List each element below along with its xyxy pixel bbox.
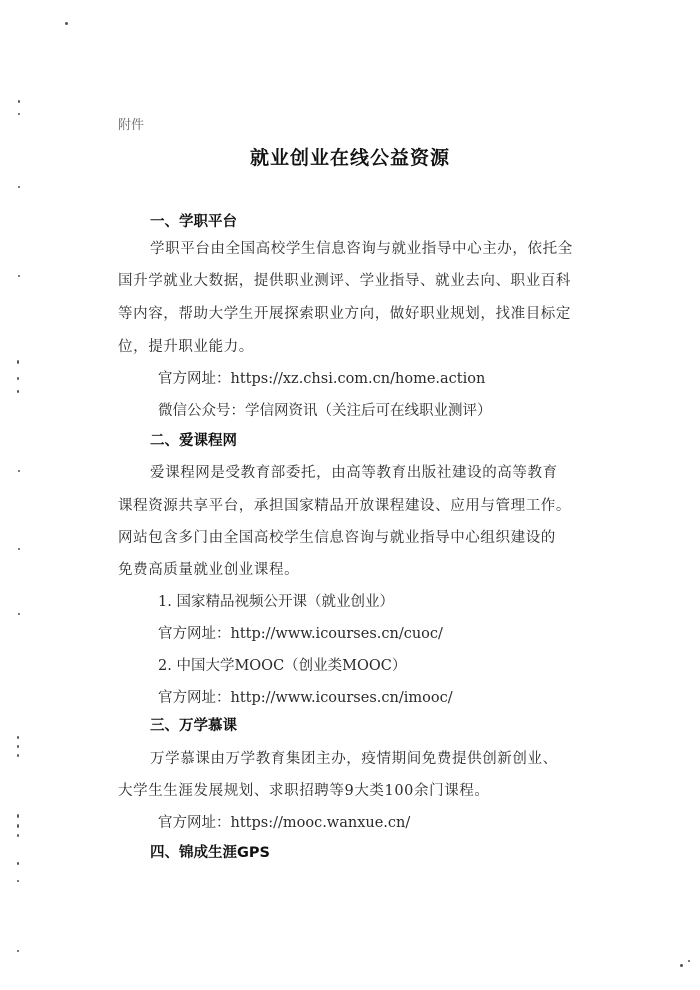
scan-artifact [17,360,19,364]
paragraph-line: 等内容，帮助大学生开展探索职业方向，做好职业规划，找准目标定 [118,306,571,322]
paragraph-line: 万学慕课由万学教育集团主办，疫情期间免费提供创新创业、 [150,751,558,767]
wechat-account: 微信公众号：学信网资讯（关注后可在线职业测评） [158,403,492,419]
attachment-label: 附件 [118,118,145,133]
scan-artifact [18,275,20,277]
website-link[interactable]: 官方网址：http://www.icourses.cn/imooc/ [158,690,453,706]
scan-artifact [688,960,690,962]
scan-artifact [17,814,19,818]
scan-artifact [18,470,20,472]
scan-artifact [17,880,19,882]
website-link[interactable]: 官方网址：https://xz.chsi.com.cn/home.action [158,371,486,387]
scan-artifact [18,100,20,103]
scan-artifact [17,834,19,837]
scan-artifact [18,613,20,615]
paragraph-line: 国升学就业大数据，提供职业测评、学业指导、就业去向、职业百科 [118,273,571,289]
website-link[interactable]: 官方网址：https://mooc.wanxue.cn/ [158,815,411,831]
section-heading-wanxue: 三、万学慕课 [150,718,237,734]
scan-artifact [65,22,68,25]
scan-artifact [17,745,19,748]
page-title: 就业创业在线公益资源 [249,147,450,169]
paragraph-line: 网站包含多门由全国高校学生信息咨询与就业指导中心组织建设的 [118,530,556,546]
scan-artifact [17,736,19,739]
section-heading-icourses: 二、爱课程网 [150,433,237,449]
scan-artifact [17,754,19,757]
scan-artifact [18,548,20,550]
paragraph-line: 位，提升职业能力。 [118,339,254,355]
scan-artifact [680,964,683,967]
paragraph-line: 课程资源共享平台，承担国家精品开放课程建设、应用与管理工作。 [118,498,571,514]
section-heading-jincheng: 四、锦成生涯GPS [150,845,270,861]
scan-artifact [17,377,19,380]
list-item-course: 2. 中国大学MOOC（创业类MOOC） [158,658,407,674]
scan-artifact [17,390,19,393]
section-heading-xuezhi: 一、学职平台 [150,214,237,230]
scan-artifact [18,186,20,188]
paragraph-line: 免费高质量就业创业课程。 [118,562,300,578]
paragraph-line: 学职平台由全国高校学生信息咨询与就业指导中心主办，依托全 [150,241,573,257]
scan-artifact [17,824,19,828]
scan-artifact [17,862,19,865]
paragraph-line: 大学生生涯发展规划、求职招聘等9大类100余门课程。 [118,783,490,799]
scan-artifact [18,113,20,115]
scan-artifact [17,950,19,952]
list-item-course: 1. 国家精品视频公开课（就业创业） [158,594,394,610]
website-link[interactable]: 官方网址：http://www.icourses.cn/cuoc/ [158,626,443,642]
paragraph-line: 爱课程网是受教育部委托，由高等教育出版社建设的高等教育 [150,465,558,481]
